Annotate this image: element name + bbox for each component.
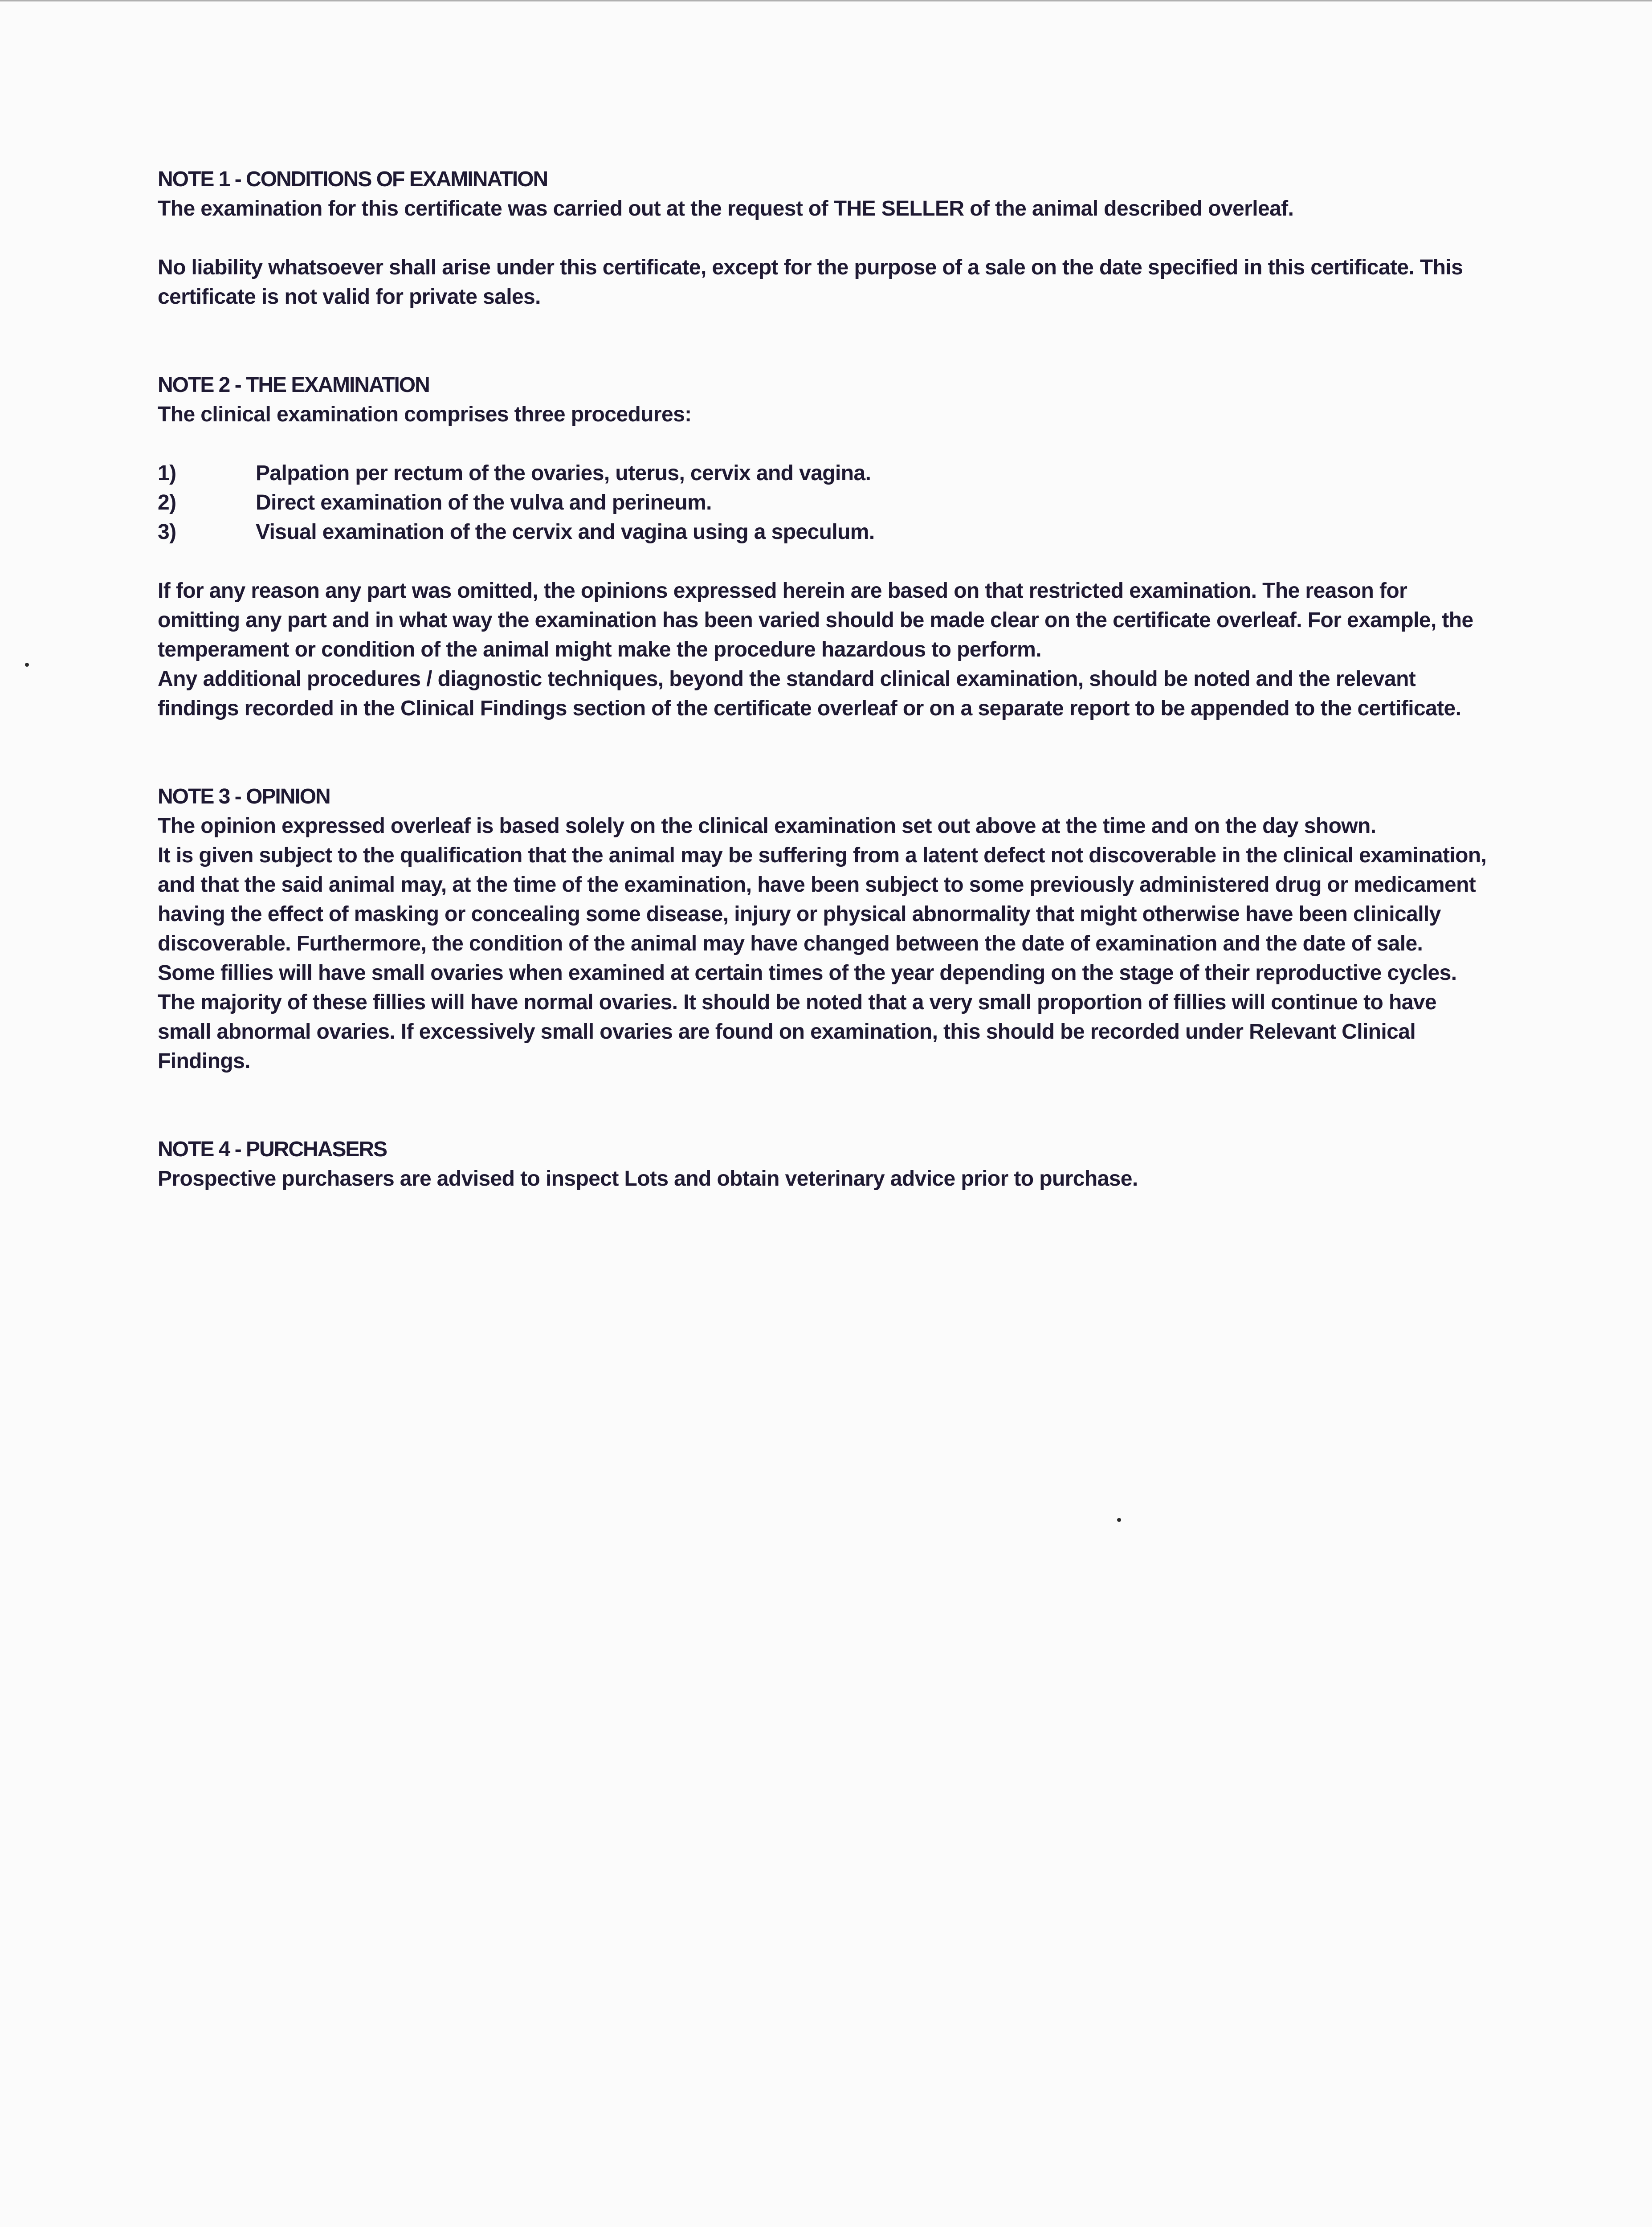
procedure-number: 2) (158, 491, 176, 514)
note-3-paragraph-ovaries: Some fillies will have small ovaries when examined at certain times of the year depending on the stage of their reproductive cycles. The majority of these fillies will have normal ovaries. It should be noted that a very small proportion of fillies will continue to have small abnormal ovaries. If excessively small ovaries are found on examination, this should be recorded under Relevant Clinical Findings. (158, 961, 1457, 1073)
spacer (158, 547, 1494, 576)
document-body (158, 165, 1494, 1194)
note-1-section (158, 165, 1494, 312)
procedure-number: 3) (158, 520, 176, 544)
procedure-number: 1) (158, 461, 176, 485)
note-2-paragraph-additional: Any additional procedures / diagnostic techniques, beyond the standard clinical examination, should be noted and the relevant findings recorded in the Clinical Findings section of the certificate overleaf or on a separate report to be appended to the certificate. (158, 667, 1461, 720)
procedure-item (158, 488, 1494, 518)
spacer (158, 312, 1494, 371)
spacer (158, 224, 1494, 253)
note-3-paragraph-basis: The opinion expressed overleaf is based solely on the clinical examination set out above at the time and on the day shown. (158, 814, 1376, 838)
note-2-intro: The clinical examination comprises three procedures: (158, 403, 692, 426)
procedure-list (158, 459, 1494, 547)
spacer (158, 429, 1494, 459)
spacer (158, 723, 1494, 782)
note-3-paragraph-qualification: It is given subject to the qualification that the animal may be suffering from a latent defect not discoverable in the clinical examination, and that the said animal may, at the time of the examination, have been subject to some previously administered drug or medicament having the effect of masking or concealing some disease, injury or physical abnormality that might otherwise have been clinically discoverable. Furthermore, the condition of the animal may have changed between the date of examination and the date of sale. (158, 844, 1487, 955)
note-1-heading: NOTE 1 - CONDITIONS OF EXAMINATION (158, 167, 548, 191)
note-4-section (158, 1135, 1494, 1194)
procedure-text: Visual examination of the cervix and vagina using a speculum. (256, 520, 875, 544)
note-4-paragraph-purchasers: Prospective purchasers are advised to inspect Lots and obtain veterinary advice prior to purchase. (158, 1167, 1138, 1191)
procedure-item (158, 459, 1494, 488)
scan-speck (25, 663, 29, 667)
note-4-heading: NOTE 4 - PURCHASERS (158, 1138, 387, 1161)
note-1-paragraph-liability: No liability whatsoever shall arise under this certificate, except for the purpose of a sale on the date specified in this certificate. This certificate is not valid for private sales. (158, 256, 1463, 309)
scan-edge-shadow (0, 0, 1652, 2)
note-2-section (158, 371, 1494, 723)
note-2-heading: NOTE 2 - THE EXAMINATION (158, 373, 429, 397)
note-1-paragraph-request: The examination for this certificate was carried out at the request of THE SELLER of the animal described overleaf. (158, 197, 1294, 220)
note-3-section (158, 782, 1494, 1076)
procedure-item (158, 518, 1494, 547)
note-2-paragraph-omission: If for any reason any part was omitted, the opinions expressed herein are based on that restricted examination. The reason for omitting any part and in what way the examination has been varied should be made clear on the certificate overleaf. For example, the temperament or condition of the animal might make the procedure hazardous to perform. (158, 579, 1473, 661)
procedure-text: Direct examination of the vulva and perineum. (256, 491, 712, 514)
scan-speck (1117, 1518, 1121, 1522)
spacer (158, 1076, 1494, 1135)
procedure-text: Palpation per rectum of the ovaries, uterus, cervix and vagina. (256, 461, 871, 485)
note-3-heading: NOTE 3 - OPINION (158, 785, 330, 808)
